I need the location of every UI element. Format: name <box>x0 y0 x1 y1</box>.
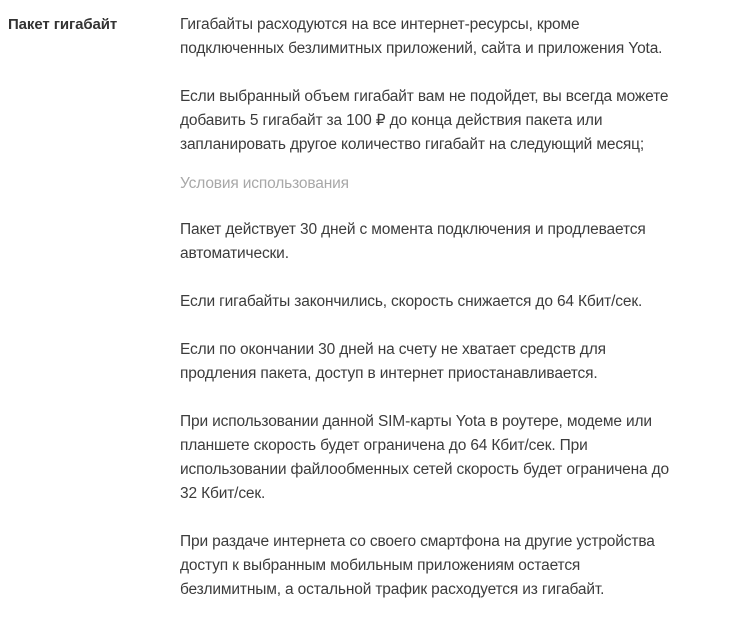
usage-terms-subheading: Условия использования <box>180 175 349 192</box>
description-column <box>180 13 685 626</box>
description-paragraph: Если гигабайты закончились, скорость снижается до 64 Кбит/сек. <box>180 293 643 310</box>
term-column <box>0 13 180 36</box>
description-paragraph: При раздаче интернета со своего смартфона на другие устройства доступ к выбранным мобильным приложениям остается безлимитным, а остальной трафик расходуется из гигабайт. <box>180 533 655 598</box>
description-paragraph: Если по окончании 30 дней на счету не хватает средств для продления пакета, доступ в интернет приостанавливается. <box>180 341 606 382</box>
term-label: Пакет гигабайт <box>8 16 118 33</box>
description-paragraph: Если выбранный объем гигабайт вам не подойдет, вы всегда можете добавить 5 гигабайт за 100 ₽ до конца действия пакета или запланировать другое количество гигабайт на следующий месяц; <box>180 88 669 153</box>
description-paragraph: Гигабайты расходуются на все интернет-ресурсы, кроме подключенных безлимитных приложений, сайта и приложения Yota. <box>180 16 663 57</box>
description-paragraph: Пакет действует 30 дней с момента подключения и продлевается автоматически. <box>180 221 646 262</box>
description-paragraph: При использовании данной SIM-карты Yota в роутере, модеме или планшете скорость будет ограничена до 64 Кбит/сек. При использовании файлообменных сетей скорость будет ограничена до 32 Кбит/сек. <box>180 413 670 502</box>
